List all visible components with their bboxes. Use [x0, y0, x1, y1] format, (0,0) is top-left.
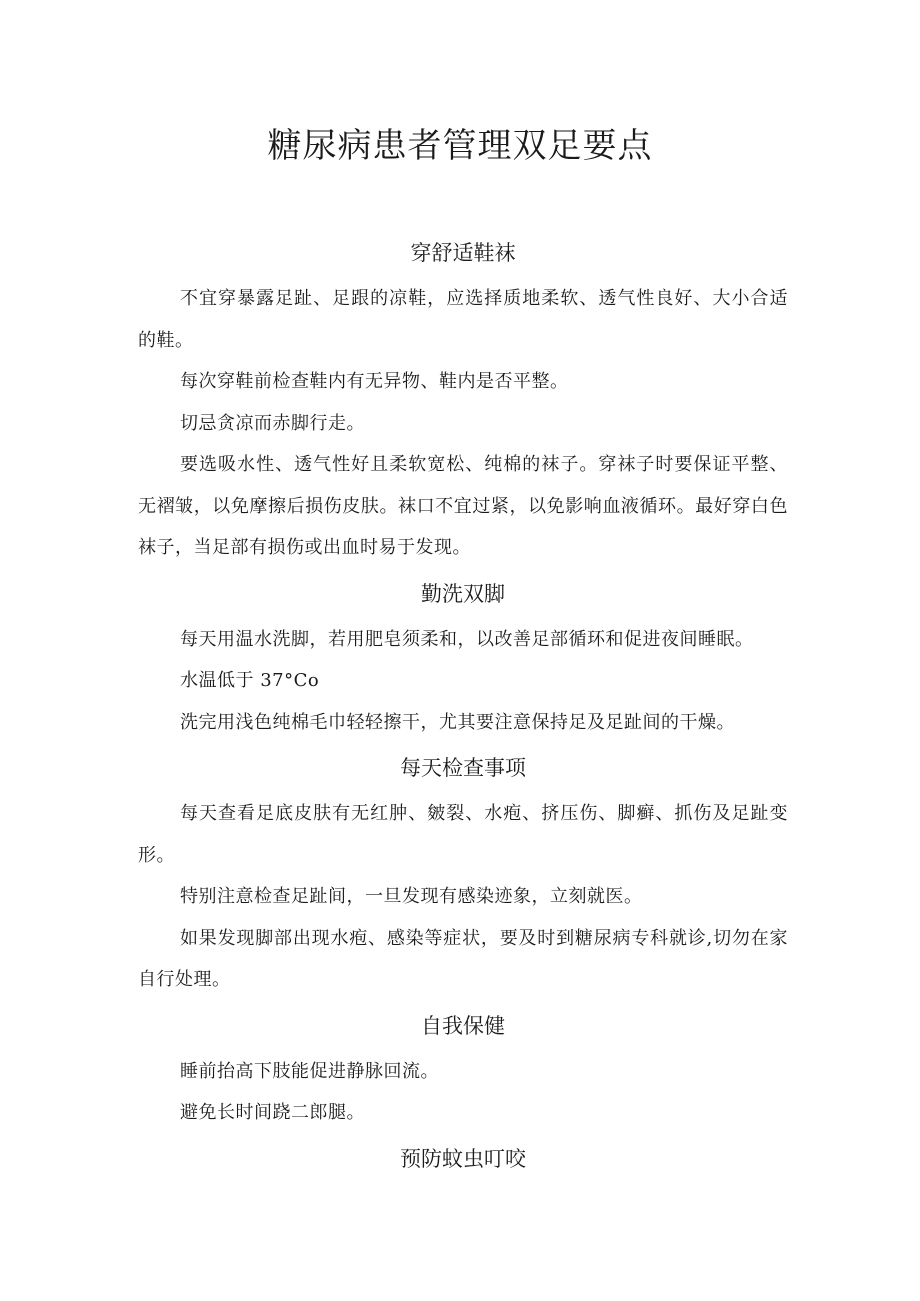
paragraph: 如果发现脚部出现水疱、感染等症状，要及时到糖尿病专科就诊,切勿在家自行处理。: [138, 927, 788, 990]
paragraph: 每天查看足底皮肤有无红肿、皴裂、水疱、挤压伤、脚癣、抓伤及足趾变形。: [138, 803, 788, 866]
paragraph: 洗完用浅色纯棉毛巾轻轻擦干，尤其要注意保持足及足趾间的干燥。: [180, 711, 735, 733]
document-body: [138, 228, 788, 1184]
paragraph: 切忌贪凉而赤脚行走。: [180, 412, 365, 434]
section-heading-wash-feet: 勤洗双脚: [421, 581, 505, 606]
paragraph: 每天用温水洗脚，若用肥皂须柔和，以改善足部循环和促进夜间睡眠。: [180, 628, 754, 650]
section-heading-insect-bites: 预防蚊虫叮咬: [400, 1146, 526, 1171]
paragraph: 每次穿鞋前检查鞋内有无异物、鞋内是否平整。: [180, 371, 569, 392]
paragraph: 睡前抬高下肢能促进静脉回流。: [180, 1060, 439, 1082]
section-heading-daily-checks: 每天检查事项: [400, 756, 526, 780]
section-heading-shoes-socks: 穿舒适鞋袜: [410, 241, 516, 265]
section-heading-self-care: 自我保健: [421, 1013, 505, 1038]
paragraph: 水温低于 37°Co: [180, 670, 320, 691]
paragraph: 避免长时间跷二郎腿。: [180, 1102, 365, 1123]
paragraph: 不宜穿暴露足趾、足跟的凉鞋，应选择质地柔软、透气性良好、大小合适的鞋。: [138, 288, 788, 351]
paragraph: 要选吸水性、透气性好且柔软宽松、纯棉的袜子。穿袜子时要保证平整、无褶皱，以免摩擦后损伤皮肤。袜口不宜过紧，以免影响血液循环。最好穿白色袜子，当足部有损伤或出血时易于发现。: [138, 454, 788, 558]
paragraph: 特别注意检查足趾间，一旦发现有感染迹象，立刻就医。: [180, 886, 643, 907]
document-title: 糖尿病患者管理双足要点: [267, 126, 653, 166]
